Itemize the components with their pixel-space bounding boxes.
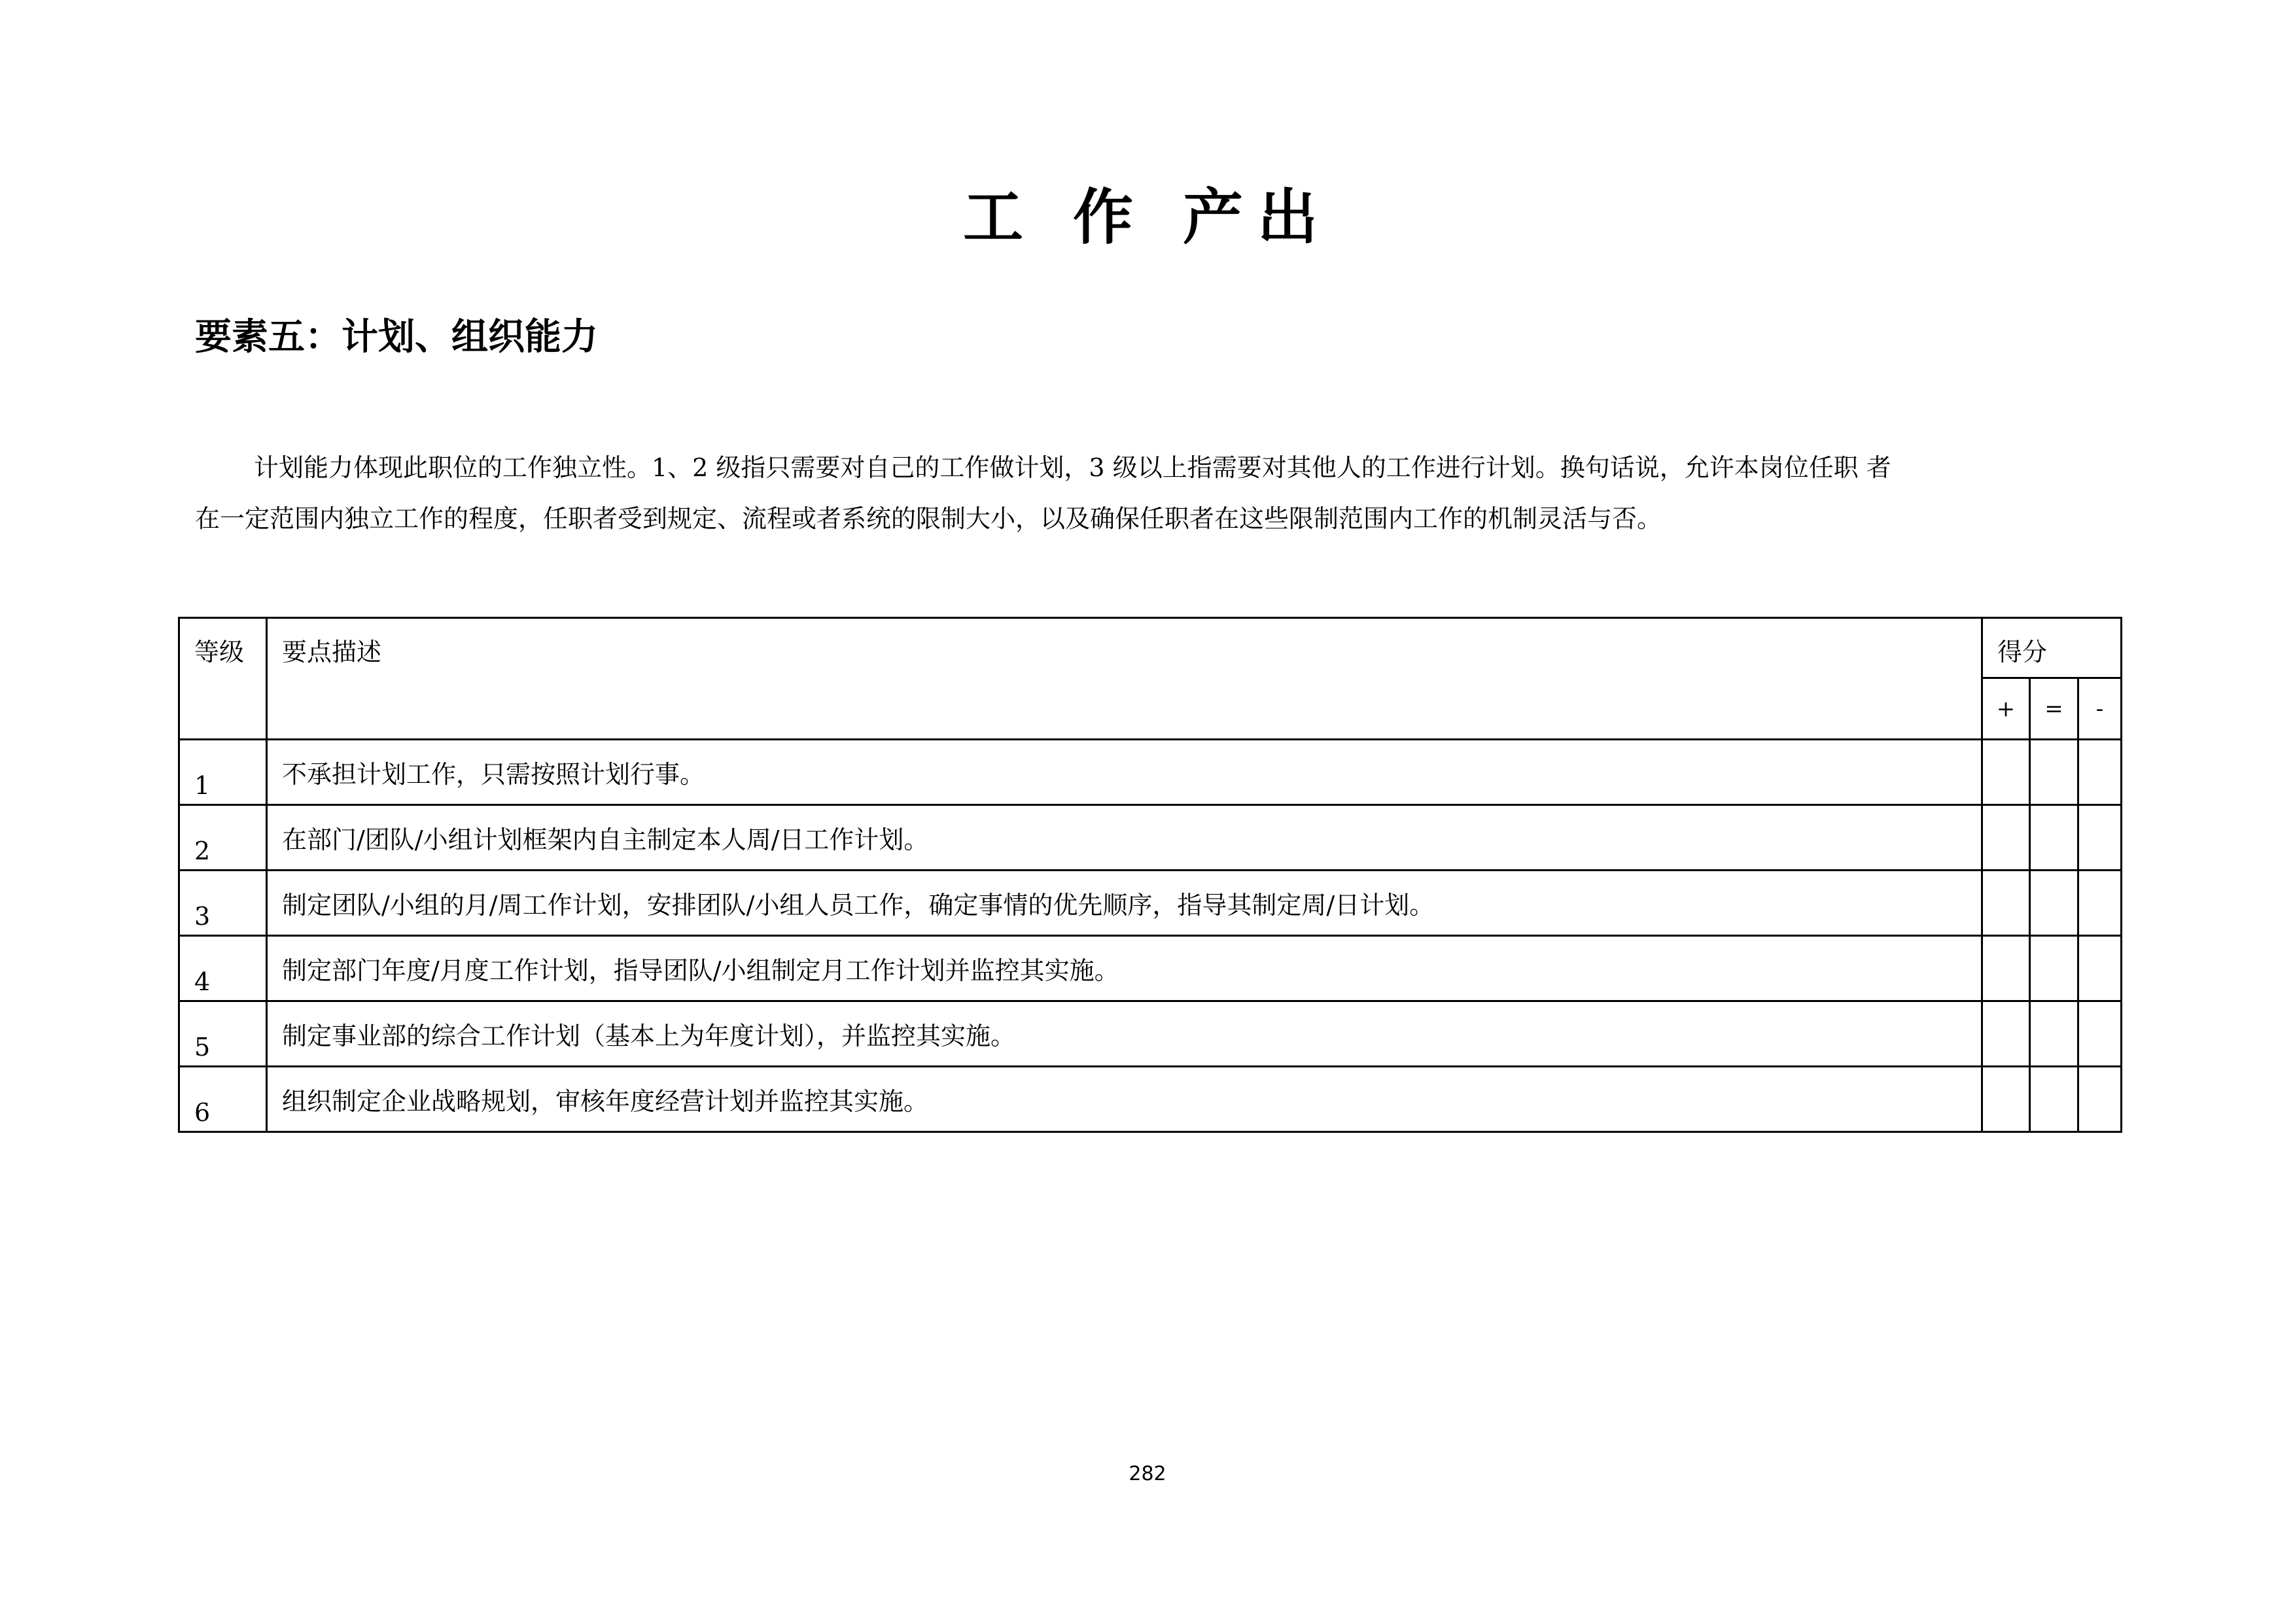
score-plus-cell: [1982, 1001, 2030, 1067]
header-score-minus: -: [2078, 678, 2122, 740]
score-plus-cell: [1982, 740, 2030, 805]
score-plus-cell: [1982, 1067, 2030, 1132]
row-description: 制定部门年度/月度工作计划，指导团队/小组制定月工作计划并监控其实施。: [267, 936, 1982, 1001]
score-equal-cell: [2030, 805, 2078, 871]
table-row: [179, 805, 2122, 871]
header-score-plus: +: [1982, 678, 2030, 740]
row-description: 制定团队/小组的月/周工作计划，安排团队/小组人员工作，确定事情的优先顺序，指导其制定周/日计划。: [267, 871, 1982, 936]
row-description: 组织制定企业战略规划，审核年度经营计划并监控其实施。: [267, 1067, 1982, 1132]
intro-line-2: 在一定范围内独立工作的程度，任职者受到规定、流程或者系统的限制大小，以及确保任职者在这些限制范围内工作的机制灵活与否。: [195, 504, 1662, 533]
score-plus-cell: [1982, 805, 2030, 871]
table-row: [179, 1067, 2122, 1132]
criteria-table: [178, 617, 2122, 1133]
score-minus-cell: [2078, 805, 2122, 871]
score-minus-cell: [2078, 1001, 2122, 1067]
page-title: 工 作 产出: [962, 182, 1333, 252]
page-number: 282: [1129, 1462, 1166, 1485]
row-level: 3: [179, 871, 267, 936]
header-description: 要点描述: [267, 618, 1982, 740]
row-level: 5: [179, 1001, 267, 1067]
score-plus-cell: [1982, 936, 2030, 1001]
score-plus-cell: [1982, 871, 2030, 936]
row-level: 4: [179, 936, 267, 1001]
intro-paragraph: [195, 442, 2131, 544]
score-equal-cell: [2030, 871, 2078, 936]
table-row: [179, 740, 2122, 805]
row-description: 不承担计划工作，只需按照计划行事。: [267, 740, 1982, 805]
intro-line-1: 计划能力体现此职位的工作独立性。1、2 级指只需要对自己的工作做计划，3 级以上指需要对其他人的工作进行计划。换句话说，允许本岗位任职 者: [254, 453, 1891, 482]
header-score-equal: =: [2030, 678, 2078, 740]
header-score: 得分: [1982, 618, 2122, 678]
score-equal-cell: [2030, 1001, 2078, 1067]
table-row: [179, 871, 2122, 936]
row-level: 2: [179, 805, 267, 871]
row-level: 6: [179, 1067, 267, 1132]
header-level: 等级: [179, 618, 267, 740]
row-description: 在部门/团队/小组计划框架内自主制定本人周/日工作计划。: [267, 805, 1982, 871]
table-row: [179, 1001, 2122, 1067]
score-minus-cell: [2078, 740, 2122, 805]
score-equal-cell: [2030, 1067, 2078, 1132]
score-minus-cell: [2078, 871, 2122, 936]
score-equal-cell: [2030, 740, 2078, 805]
row-description: 制定事业部的综合工作计划（基本上为年度计划），并监控其实施。: [267, 1001, 1982, 1067]
section-heading: 要素五：计划、组织能力: [195, 316, 598, 358]
score-minus-cell: [2078, 1067, 2122, 1132]
row-level: 1: [179, 740, 267, 805]
table-row: [179, 936, 2122, 1001]
score-equal-cell: [2030, 936, 2078, 1001]
score-minus-cell: [2078, 936, 2122, 1001]
